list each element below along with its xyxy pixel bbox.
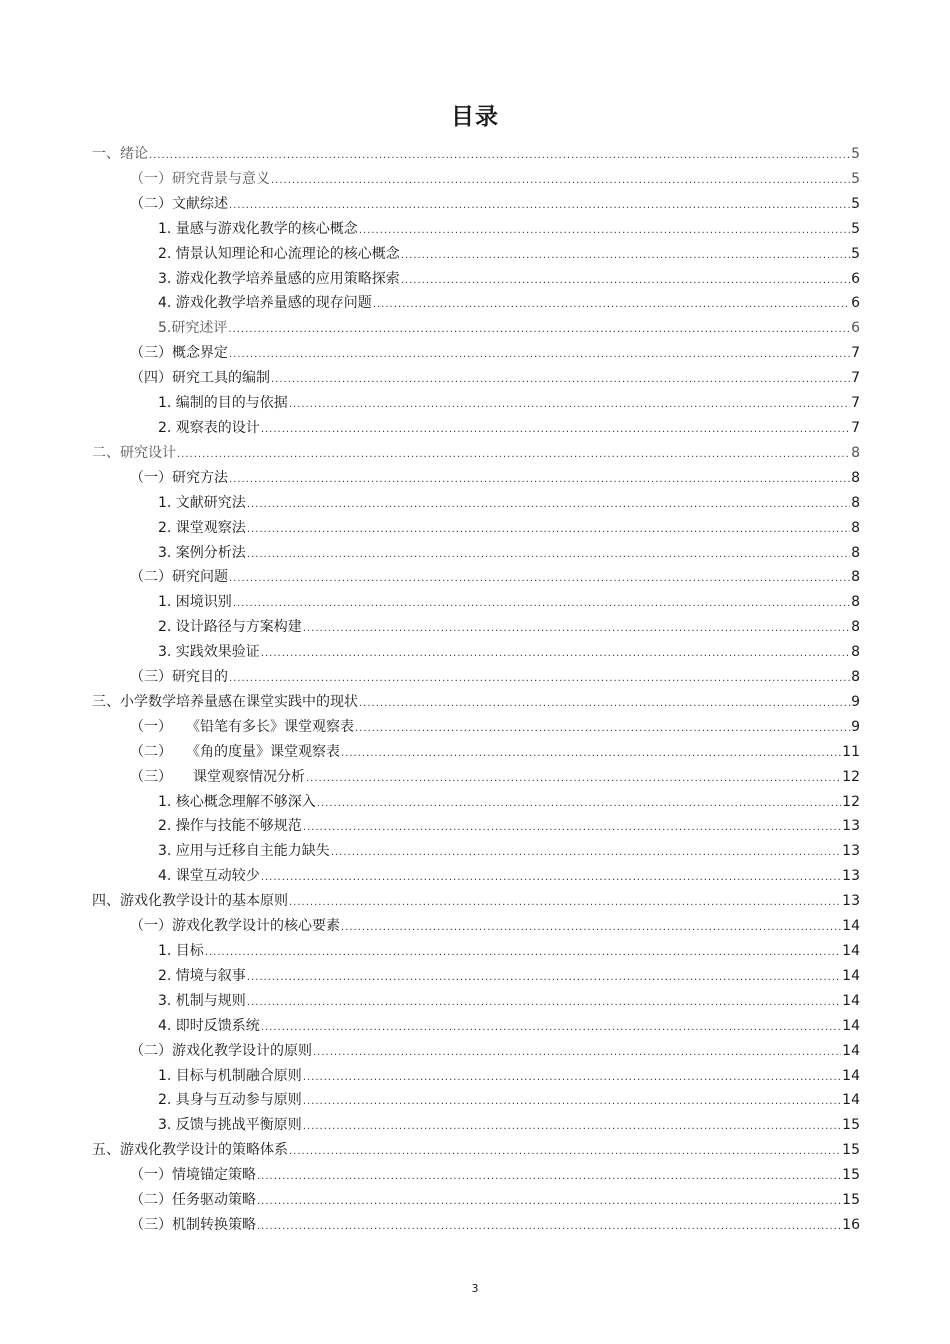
dot-leader: [247, 991, 841, 1016]
toc-entry-label: 4. 游戏化教学培养量感的现存问题: [158, 295, 372, 312]
toc-entry-page: 8: [851, 594, 860, 611]
page-number: 3: [471, 1282, 479, 1295]
dot-leader: [359, 219, 850, 244]
toc-entry-label: 3. 案例分析法: [158, 544, 246, 561]
dot-leader: [289, 393, 850, 418]
toc-entry-label: （三）概念界定: [130, 345, 228, 362]
dot-leader: [247, 518, 850, 543]
toc-entry-page: 13: [842, 818, 860, 835]
toc-entry-label: 3. 反馈与挑战平衡原则: [158, 1117, 302, 1134]
dot-leader: [229, 343, 850, 368]
toc-entry[interactable]: [92, 391, 860, 416]
dot-leader: [341, 916, 841, 941]
dot-leader: [303, 617, 850, 642]
table-of-contents: [92, 142, 860, 1238]
dot-leader: [261, 418, 850, 443]
toc-entry-page: 13: [842, 843, 860, 860]
toc-entry-label: 5.研究述评: [158, 320, 228, 337]
toc-entry[interactable]: [92, 590, 860, 615]
toc-entry-label: 2. 课堂观察法: [158, 519, 246, 536]
dot-leader: [228, 318, 850, 343]
dot-leader: [401, 244, 850, 269]
toc-entry[interactable]: [92, 939, 860, 964]
dot-leader: [303, 1066, 841, 1091]
toc-entry[interactable]: [92, 615, 860, 640]
toc-entry-label: 4. 课堂互动较少: [158, 868, 260, 885]
toc-entry[interactable]: [92, 1163, 860, 1188]
toc-entry[interactable]: [92, 316, 860, 341]
dot-leader: [247, 543, 850, 568]
dot-leader: [261, 642, 850, 667]
toc-entry-label: 1. 量感与游戏化教学的核心概念: [158, 220, 358, 237]
toc-entry[interactable]: [92, 889, 860, 914]
toc-entry-label: （一）研究方法: [130, 469, 228, 486]
toc-entry[interactable]: [92, 1064, 860, 1089]
dot-leader: [257, 1215, 841, 1240]
dot-leader: [373, 293, 850, 318]
toc-entry-page: 14: [842, 992, 860, 1009]
toc-entry-label: （四）研究工具的编制: [130, 370, 270, 387]
toc-entry-label: （三） 课堂观察情况分析: [130, 768, 305, 785]
toc-entry-page: 14: [842, 1092, 860, 1109]
toc-entry-page: 8: [851, 569, 860, 586]
toc-entry-label: 1. 文献研究法: [158, 494, 246, 511]
toc-entry-page: 14: [842, 967, 860, 984]
toc-entry-page: 5: [851, 170, 860, 187]
dot-leader: [261, 866, 841, 891]
toc-entry-page: 5: [851, 195, 860, 212]
toc-entry-label: （一）研究背景与意义: [130, 170, 270, 187]
toc-entry-page: 15: [842, 1192, 860, 1209]
toc-entry[interactable]: [92, 914, 860, 939]
toc-entry-page: 14: [842, 918, 860, 935]
toc-entry-label: （二）游戏化教学设计的原则: [130, 1042, 312, 1059]
dot-leader: [317, 792, 841, 817]
toc-entry-page: 15: [842, 1167, 860, 1184]
toc-entry-label: 1. 困境识别: [158, 594, 232, 611]
toc-entry-page: 8: [851, 519, 860, 536]
dot-leader: [355, 717, 850, 742]
toc-title: 目录: [451, 104, 499, 130]
toc-entry-label: 2. 观察表的设计: [158, 419, 260, 436]
toc-entry[interactable]: [92, 466, 860, 491]
toc-entry-page: 6: [851, 270, 860, 287]
dot-leader: [233, 592, 850, 617]
toc-entry-label: 4. 即时反馈系统: [158, 1017, 260, 1034]
toc-entry-label: （二）文献综述: [130, 195, 228, 212]
toc-entry-page: 8: [851, 494, 860, 511]
dot-leader: [303, 816, 841, 841]
toc-entry-page: 14: [842, 943, 860, 959]
toc-entry-page: 14: [842, 1042, 860, 1059]
dot-leader: [229, 567, 850, 592]
dot-leader: [229, 667, 850, 692]
dot-leader: [306, 767, 841, 792]
toc-entry[interactable]: [92, 217, 860, 242]
toc-entry-page: 5: [851, 146, 860, 162]
toc-entry[interactable]: [92, 839, 860, 864]
toc-entry-page: 12: [842, 793, 860, 810]
toc-entry-page: 14: [842, 1067, 860, 1084]
toc-entry-page: 8: [851, 669, 860, 686]
toc-entry[interactable]: [92, 341, 860, 366]
toc-entry[interactable]: [92, 1213, 860, 1238]
toc-entry-label: 五、游戏化教学设计的策略体系: [92, 1142, 288, 1159]
toc-entry[interactable]: [92, 267, 860, 292]
dot-leader: [313, 1041, 841, 1066]
dot-leader: [247, 966, 841, 991]
toc-entry[interactable]: [92, 790, 860, 815]
toc-entry-label: 四、游戏化教学设计的基本原则: [92, 893, 288, 910]
toc-entry[interactable]: [92, 864, 860, 889]
toc-entry[interactable]: [92, 291, 860, 316]
dot-leader: [271, 169, 850, 194]
toc-entry-page: 9: [851, 718, 860, 735]
toc-entry[interactable]: [92, 541, 860, 566]
toc-entry-label: 1. 目标: [158, 943, 204, 959]
toc-entry[interactable]: [92, 1014, 860, 1039]
toc-entry-label: 1. 目标与机制融合原则: [158, 1067, 302, 1084]
toc-entry-label: 2. 情景认知理论和心流理论的核心概念: [158, 245, 400, 262]
dot-leader: [205, 941, 841, 966]
toc-entry[interactable]: [92, 1138, 860, 1163]
toc-entry[interactable]: [92, 740, 860, 765]
toc-entry-label: （一）游戏化教学设计的核心要素: [130, 918, 340, 935]
dot-leader: [261, 1016, 841, 1041]
toc-entry[interactable]: [92, 1113, 860, 1138]
toc-entry[interactable]: [92, 142, 860, 167]
toc-entry-page: 14: [842, 1017, 860, 1034]
toc-entry-label: （二）研究问题: [130, 569, 228, 586]
toc-entry-page: 7: [851, 395, 860, 412]
dot-leader: [229, 194, 850, 219]
dot-leader: [149, 144, 850, 169]
toc-entry-label: 一、绪论: [92, 146, 148, 162]
toc-entry[interactable]: [92, 765, 860, 790]
toc-entry[interactable]: [92, 964, 860, 989]
toc-entry[interactable]: [92, 814, 860, 839]
toc-entry-page: 7: [851, 345, 860, 362]
dot-leader: [303, 1115, 841, 1140]
toc-entry-label: 2. 设计路径与方案构建: [158, 619, 302, 636]
dot-leader: [341, 742, 841, 767]
toc-entry[interactable]: [92, 1088, 860, 1113]
toc-entry-page: 5: [851, 220, 860, 237]
dot-leader: [289, 1140, 841, 1165]
toc-entry-label: 1. 核心概念理解不够深入: [158, 793, 316, 810]
toc-entry[interactable]: [92, 640, 860, 665]
dot-leader: [401, 269, 850, 294]
toc-entry-page: 15: [842, 1117, 860, 1134]
toc-entry-page: 7: [851, 419, 860, 436]
toc-entry-label: （一） 《铅笔有多长》课堂观察表: [130, 718, 354, 735]
toc-entry-page: 8: [851, 619, 860, 636]
toc-entry[interactable]: [92, 715, 860, 740]
toc-entry[interactable]: [92, 441, 860, 466]
toc-entry[interactable]: [92, 989, 860, 1014]
toc-entry[interactable]: [92, 242, 860, 267]
toc-entry[interactable]: [92, 167, 860, 192]
toc-entry-label: 3. 机制与规则: [158, 992, 246, 1009]
toc-entry-label: （一）情境锚定策略: [130, 1167, 256, 1184]
dot-leader: [303, 1090, 841, 1115]
toc-entry-page: 16: [842, 1216, 860, 1233]
toc-entry-label: 3. 游戏化教学培养量感的应用策略探索: [158, 270, 400, 287]
toc-entry-label: （三）研究目的: [130, 669, 228, 686]
toc-entry[interactable]: [92, 665, 860, 690]
dot-leader: [257, 1190, 841, 1215]
toc-entry[interactable]: [92, 192, 860, 217]
dot-leader: [229, 468, 850, 493]
toc-entry[interactable]: [92, 491, 860, 516]
toc-entry-page: 8: [851, 544, 860, 561]
dot-leader: [331, 841, 841, 866]
toc-entry-page: 8: [851, 469, 860, 486]
toc-entry-page: 15: [842, 1142, 860, 1159]
toc-entry[interactable]: [92, 416, 860, 441]
toc-entry-page: 13: [842, 868, 860, 885]
toc-entry[interactable]: [92, 1039, 860, 1064]
toc-entry-page: 8: [851, 644, 860, 661]
toc-entry[interactable]: [92, 690, 860, 715]
toc-entry[interactable]: [92, 516, 860, 541]
toc-entry-label: 二、研究设计: [92, 444, 176, 461]
toc-entry[interactable]: [92, 1188, 860, 1213]
toc-entry-page: 11: [842, 743, 860, 760]
toc-entry-label: 3. 应用与迁移自主能力缺失: [158, 843, 330, 860]
toc-entry-page: 6: [851, 295, 860, 312]
toc-entry-page: 6: [851, 320, 860, 337]
toc-entry-page: 12: [842, 768, 860, 785]
toc-entry-label: 2. 操作与技能不够规范: [158, 818, 302, 835]
toc-entry[interactable]: [92, 565, 860, 590]
dot-leader: [177, 443, 850, 468]
dot-leader: [271, 368, 850, 393]
toc-entry-label: 3. 实践效果验证: [158, 644, 260, 661]
dot-leader: [359, 692, 850, 717]
toc-entry-label: 2. 具身与互动参与原则: [158, 1092, 302, 1109]
dot-leader: [289, 891, 841, 916]
toc-entry-label: 三、小学数学培养量感在课堂实践中的现状: [92, 693, 358, 710]
toc-entry-page: 9: [851, 693, 860, 710]
toc-entry-page: 5: [851, 245, 860, 262]
toc-entry-label: （二） 《角的度量》课堂观察表: [130, 743, 340, 760]
toc-entry-label: （三）机制转换策略: [130, 1216, 256, 1233]
toc-entry-page: 8: [851, 444, 860, 461]
toc-entry-label: 1. 编制的目的与依据: [158, 395, 288, 412]
dot-leader: [247, 493, 850, 518]
toc-entry-page: 13: [842, 893, 860, 910]
toc-entry-label: （二）任务驱动策略: [130, 1192, 256, 1209]
toc-entry-page: 7: [851, 370, 860, 387]
toc-entry[interactable]: [92, 366, 860, 391]
toc-entry-label: 2. 情境与叙事: [158, 967, 246, 984]
dot-leader: [257, 1165, 841, 1190]
